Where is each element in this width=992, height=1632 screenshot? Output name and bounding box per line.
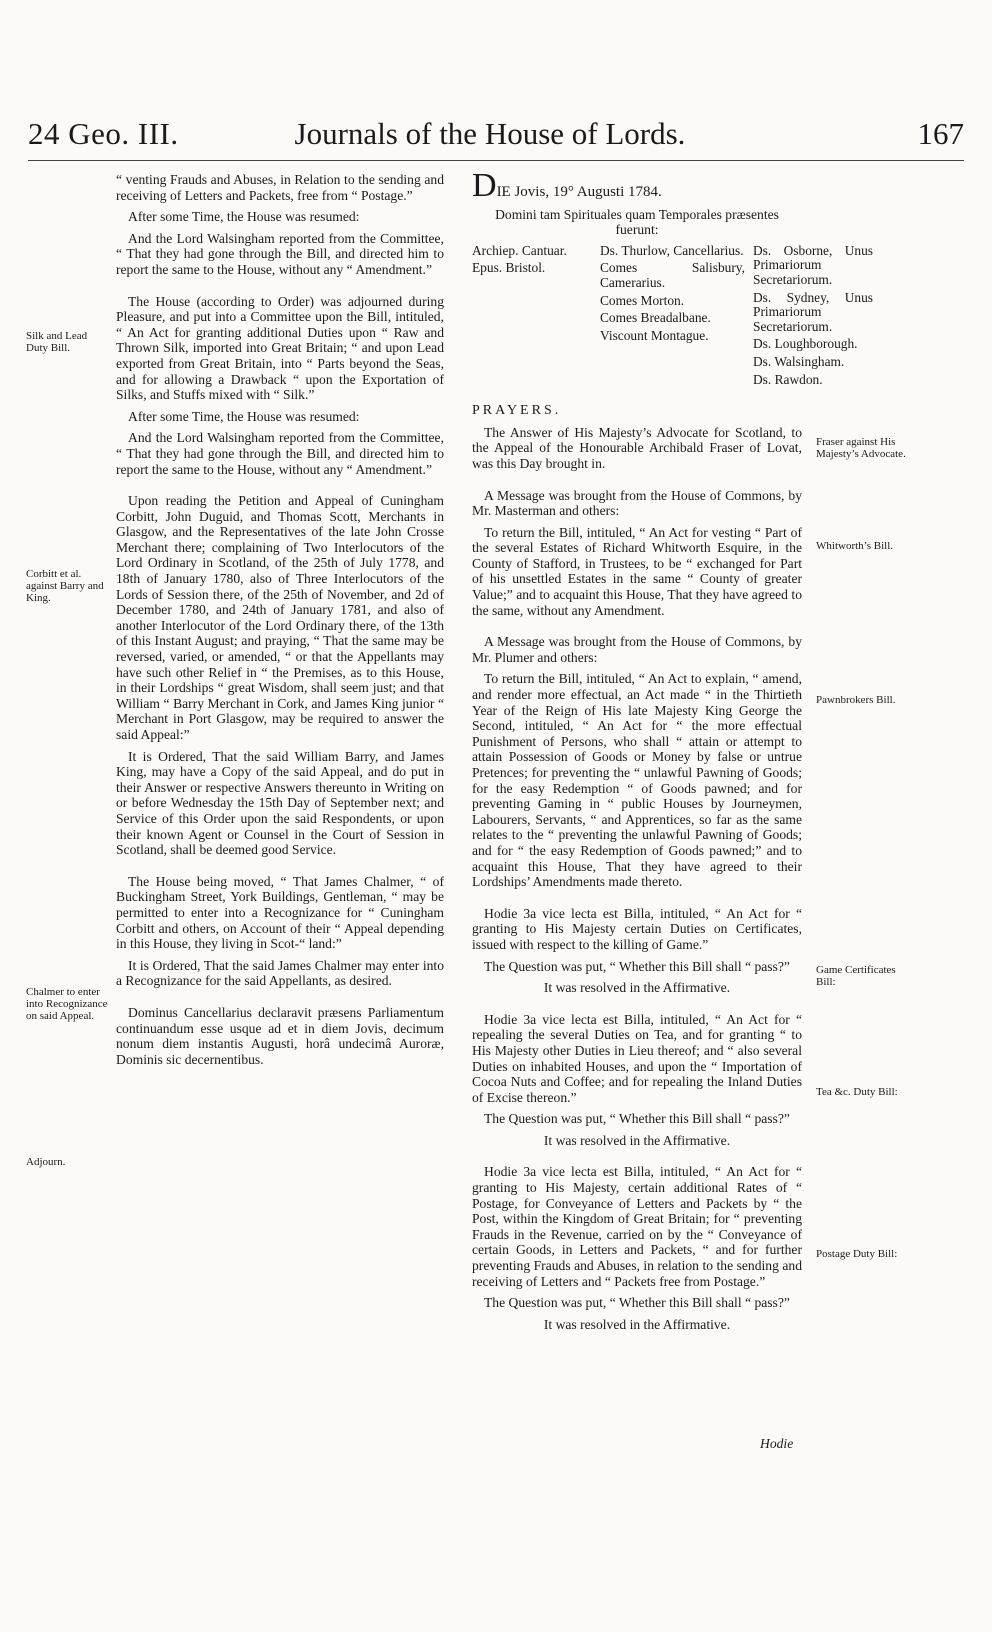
presentee: Viscount Montague. bbox=[600, 327, 709, 343]
paragraph: The Question was put, “ Whether this Bill shall “ pass?” bbox=[484, 1111, 790, 1127]
header-page-number: 167 bbox=[917, 116, 964, 151]
paragraph: A Message was brought from the House of Commons, by Mr. Masterman and others: bbox=[472, 487, 802, 519]
paragraph: Hodie 3a vice lecta est Billa, intituled, “ An Act for “ granting to His Majesty certain Duties on Certificates, issued with respect to the killing of Game.” bbox=[472, 905, 802, 952]
prayers-heading: PRAYERS. bbox=[472, 403, 562, 419]
presentee: Comes Morton. bbox=[600, 292, 685, 308]
paragraph: It is Ordered, That the said William Barry, and James King, may have a Copy of the said Appeal, and do put in their Answer or respective Answers thereunto in Writing on or before Wednesday the 15th Day of September next; and Service of this Order upon the said Respondents, or upon their known Agent or Counsel in the Court of Session in Scotland, shall be deemed good Service. bbox=[116, 748, 444, 858]
presentee-column bbox=[600, 244, 745, 390]
presentee: Ds. Osborne, Unus Primariorum Secretariorum. bbox=[753, 242, 873, 287]
margin-note: Silk and Lead Duty Bill. bbox=[26, 330, 88, 354]
paragraph: After some Time, the House was resumed: bbox=[128, 209, 360, 225]
lords-present bbox=[472, 242, 873, 393]
paragraph: And the Lord Walsingham reported from the Committee, “ That they had gone through the Bill, and directed him to report the same to the House, without any “ Amendment.” bbox=[116, 230, 444, 277]
resolution: It was resolved in the Affirmative. bbox=[543, 1316, 731, 1332]
presentee: Comes Salisbury, Camerarius. bbox=[600, 260, 745, 290]
presentee: Archiep. Cantuar. bbox=[472, 242, 567, 258]
presentee-column bbox=[753, 244, 873, 390]
presentee-column bbox=[472, 244, 592, 390]
header-title: Journals of the House of Lords. bbox=[294, 116, 686, 151]
paragraph: Hodie 3a vice lecta est Billa, intituled, “ An Act for “ granting to His Majesty, certain additional Rates of “ Postage, for Conveyance of Letters and Packets by “ the Post, within the Kingdom of Great Britain; for “ preventing Frauds in the Revenue, carried on by the “ Conveyance of certain Goods, in Letters and Packets, “ and for further preventing Frauds and Abuses, in relation to the sending and receiving of Letters and “ Packets free from Postage.” bbox=[472, 1164, 802, 1289]
paragraph: Hodie 3a vice lecta est Billa, intituled, “ An Act for “ repealing the several Duties on Tea, and for granting “ to His Majesty other Duties in Lieu thereof; and “ also several Duties on inhabited Houses, and upon the “ Importation of Cocoa Nuts and Coffee; and for repealing the Inland Duties of Excise thereon.” bbox=[472, 1011, 802, 1105]
header-regnal-year: 24 Geo. III. bbox=[28, 116, 179, 151]
paragraph: And the Lord Walsingham reported from the Committee, “ That they had gone through the Bill, and directed him to report the same to the House, without any “ Amendment.” bbox=[116, 430, 444, 477]
paragraph: To return the Bill, intituled, “ An Act for vesting “ Part of the several Estates of Richard Whitworth Esquire, in the County of Stafford, in Trustees, to be “ exchanged for Part of his unsettled Estates in the same “ County of greater Value;” and to acquaint this House, That they have agreed to the same, without any Amendment. bbox=[472, 524, 802, 618]
presentee: Comes Breadalbane. bbox=[600, 310, 711, 326]
left-column bbox=[116, 172, 444, 1073]
presentee: Ds. Loughborough. bbox=[753, 336, 858, 352]
presentee: Ds. Sydney, Unus Primariorum Secretariorum. bbox=[753, 289, 873, 334]
margin-note: Pawnbrokers Bill. bbox=[816, 694, 896, 706]
catchword: Hodie bbox=[760, 1436, 794, 1451]
presentee: Epus. Bristol. bbox=[472, 260, 546, 276]
presentee: Ds. Thurlow, Cancellarius. bbox=[600, 242, 744, 258]
sitting-date: DIE Jovis, 19° Augusti 1784. bbox=[472, 167, 662, 204]
paragraph: The Question was put, “ Whether this Bill shall “ pass?” bbox=[484, 958, 790, 974]
margin-note: Chalmer to enter into Recognizance on said Appeal. bbox=[26, 986, 108, 1022]
paragraph: Dominus Cancellarius declaravit præsens Parliamentum continuandum esse usque ad et in diem Jovis, decimum nonum diem instantis Augusti, horâ undecimâ Auroræ, Dominis sic decernentibus. bbox=[116, 1004, 444, 1067]
paragraph: The House (according to Order) was adjourned during Pleasure, and put into a Committee upon the Bill, intituled, “ An Act for granting additional Duties upon “ Raw and Thrown Silk, imported into Great Britain; “ and upon Lead exported from Great Britain, into “ Parts beyond the Seas, and for allowing a Drawback “ upon the Exportation of Silks, and Stuffs mixed with “ Silk.” bbox=[116, 293, 444, 403]
paragraph: A Message was brought from the House of Commons, by Mr. Plumer and others: bbox=[472, 634, 802, 665]
paragraph: The Answer of His Majesty’s Advocate for Scotland, to the Appeal of the Honourable Archibald Fraser of Lovat, was this Day brought in. bbox=[472, 424, 802, 471]
resolution: It was resolved in the Affirmative. bbox=[543, 1132, 731, 1148]
paragraph: To return the Bill, intituled, “ An Act to explain, “ amend, and render more effectual, an Act made “ in the Thirtieth Year of the Reign of His late Majesty King George the Second, intituled, “ An Act for “ the more effectual Punishment of Persons, who shall “ attain or attempt to attain Possession of Goods or Money by false or untrue Pretences; for preventing the “ unlawful Pawning of Goods; for the easy Redemption “ of Goods pawned; and for preventing Gaming in “ public Houses by Journeymen, Labourers, Servants, “ and Apprentices, so far as the same relates to the “ preventing the unlawful Pawning of Goods; and for “ the easy Redemption of Goods pawned;” and to acquaint this House, That they have agreed to their Lordships’ Amendments made thereto. bbox=[472, 671, 802, 890]
margin-note: Corbitt et al. against Barry and King. bbox=[26, 568, 104, 604]
resolution: It was resolved in the Affirmative. bbox=[543, 980, 731, 996]
margin-note: Postage Duty Bill: bbox=[816, 1248, 898, 1260]
paragraph: After some Time, the House was resumed: bbox=[128, 408, 360, 424]
margin-note: Whitworth’s Bill. bbox=[816, 540, 893, 552]
paragraph: The House being moved, “ That James Chalmer, “ of Buckingham Street, York Buildings, Gentleman, “ may be permitted to enter into a Recognizance for “ Cuningham Corbitt and others, on Account of their “ Appeal depending in this House, they living in Scot-“ land:” bbox=[116, 873, 444, 952]
paragraph: “ venting Frauds and Abuses, in Relation to the sending and receiving of Letters and Packets, free from “ Postage.” bbox=[116, 172, 444, 203]
paragraph: Upon reading the Petition and Appeal of Cuningham Corbitt, John Duguid, and Thomas Scott, Merchants in Glasgow, and the Representatives of the late John Crosse Merchant there; complaining of Two Interlocutors of the Lord Ordinary in Scotland, of the 25th of July 1778, and 18th of January 1780, also of Three Interlocutors of the Lords of Session there, of the 25th of November, and 2d of December 1780, and 24th of January 1781, and also of another Interlocutor of the Lord Ordinary there, of the 13th of this Instant August; and praying, “ That the same may be reversed, varied, or amended, “ or that the Appellants may have such other Relief in “ the Premises, as to this House, in their Lordships “ great Wisdom, shall seem just; and that William “ Barry Merchant in Cork, and James King junior “ Merchant in Port Glasgow, may be required to answer the said Appeal:” bbox=[116, 493, 444, 742]
present-heading: Domini tam Spirituales quam Temporales præsentes fuerunt: bbox=[495, 206, 779, 238]
presentee: Ds. Rawdon. bbox=[753, 371, 823, 387]
paragraph: The Question was put, “ Whether this Bill shall “ pass?” bbox=[484, 1295, 790, 1311]
presentee: Ds. Walsingham. bbox=[753, 353, 845, 369]
header-rule bbox=[28, 160, 964, 161]
margin-note: Adjourn. bbox=[26, 1156, 66, 1168]
paragraph: It is Ordered, That the said James Chalmer may enter into a Recognizance for the said Appellants, as desired. bbox=[116, 957, 444, 989]
margin-note: Fraser against His Majesty’s Advocate. bbox=[816, 436, 906, 460]
margin-note: Game Certificates Bill: bbox=[816, 964, 896, 988]
margin-note: Tea &c. Duty Bill: bbox=[816, 1086, 898, 1098]
